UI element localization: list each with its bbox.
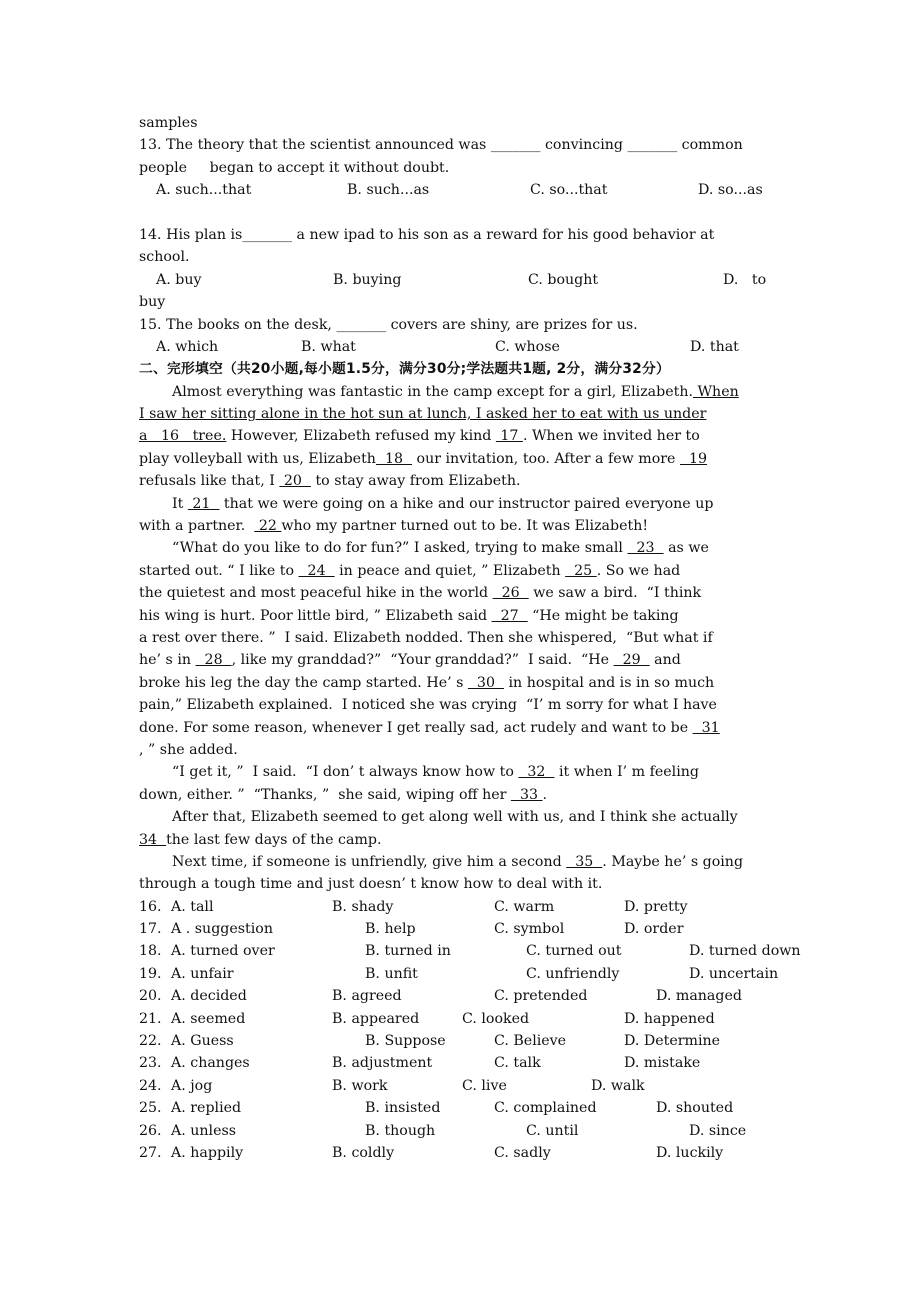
question-number: 16. [139, 898, 162, 915]
option-c: C. so...that [530, 182, 608, 199]
option-b: B. though [365, 1122, 436, 1139]
blank-35: 35 [566, 853, 603, 870]
question-row [139, 985, 784, 1007]
blank-19: 19 [679, 450, 708, 467]
passage-line: pain,” Elizabeth explained. I noticed she was crying “I’ m sorry for what I have [139, 697, 717, 714]
option-d: D. luckily [656, 1144, 724, 1161]
option-c: C. warm [494, 898, 555, 915]
blank-29: 29 [613, 652, 650, 669]
option-b: B. appeared [332, 1010, 420, 1027]
passage-line: refusals like that, I 20 to stay away from Elizabeth. [139, 473, 521, 490]
option-a: A. such...that [156, 182, 252, 199]
question-13-options [139, 179, 784, 201]
passage-line: down, either. ” “Thanks, ” she said, wiping off her 33 . [139, 786, 548, 803]
option-c: C. symbol [494, 921, 565, 938]
question-number: 22. [139, 1033, 162, 1050]
question-14-line2: school. [139, 249, 190, 266]
option-b: B. adjustment [332, 1055, 433, 1072]
option-d: D. happened [624, 1010, 715, 1027]
top-fragment: samples [139, 115, 198, 131]
blank-22: 22 [254, 518, 282, 535]
option-d: D. walk [591, 1077, 645, 1094]
option-b: B. shady [332, 898, 394, 915]
blank-31: 31 [692, 719, 720, 736]
passage-line: a rest over there. ” I said. Elizabeth nodded. Then she whispered, “But what if [139, 629, 713, 646]
question-number: 17. [139, 921, 162, 938]
option-a: A. buy [156, 271, 202, 288]
option-a: A. replied [171, 1100, 242, 1117]
option-b: B. agreed [332, 988, 402, 1005]
passage-line: 34 the last few days of the camp. [139, 831, 382, 848]
option-c: C. until [526, 1122, 579, 1139]
question-number: 20. [139, 988, 162, 1005]
question-row [139, 940, 801, 962]
option-a: A. jog [171, 1077, 213, 1094]
passage-line: , ” she added. [139, 741, 238, 758]
question-number: 21. [139, 1010, 162, 1027]
option-a: A. unfair [171, 965, 234, 982]
option-d: D. to [723, 271, 767, 288]
passage-line: broke his leg the day the camp started. He’ s 30 in hospital and is in so much [139, 674, 715, 691]
blank-21: 21 [187, 495, 220, 512]
question-row [139, 1120, 784, 1142]
question-14-option-tail: buy [139, 294, 166, 311]
question-row [139, 1142, 784, 1164]
option-d: D. turned down [689, 943, 801, 960]
option-d: D. pretty [624, 898, 688, 915]
question-13-line2: people began to accept it without doubt. [139, 159, 450, 176]
question-14-line1: 14. His plan is_______ a new ipad to his son as a reward for his good behavior at [139, 226, 715, 243]
option-a: A. changes [171, 1055, 250, 1072]
question-number: 19. [139, 965, 162, 982]
option-c: C. talk [494, 1055, 541, 1072]
option-a: A. turned over [171, 943, 275, 960]
blank-23: 23 [627, 540, 664, 557]
option-d: D. managed [656, 988, 742, 1005]
option-d: D. shouted [656, 1100, 734, 1117]
question-row [139, 918, 784, 940]
passage-line: with a partner. 22 who my partner turned out to be. It was Elizabeth! [139, 518, 649, 535]
question-row [139, 1052, 784, 1074]
blank-33: 33 [510, 786, 543, 803]
blank-32: 32 [518, 764, 555, 781]
option-c: C. pretended [494, 988, 588, 1005]
blank-34: 34 [139, 831, 167, 848]
passage-line: After that, Elizabeth seemed to get along well with us, and I think she actually [172, 809, 738, 826]
option-a: A. Guess [171, 1033, 234, 1050]
question-14-options [139, 269, 784, 291]
option-c: C. sadly [494, 1144, 551, 1161]
option-d: D. order [624, 921, 684, 938]
question-number: 24. [139, 1077, 162, 1094]
question-number: 18. [139, 943, 162, 960]
passage-line: the quietest and most peaceful hike in the world 26 we saw a bird. “I think [139, 585, 702, 602]
blank-24: 24 [298, 562, 335, 579]
option-a: A. happily [171, 1144, 244, 1161]
question-row [139, 1030, 784, 1052]
option-c: C. complained [494, 1100, 597, 1117]
blank-28: 28 [195, 652, 232, 669]
passage-line: done. For some reason, whenever I get really sad, act rudely and want to be 31 [139, 719, 720, 736]
option-c: C. looked [462, 1010, 530, 1027]
question-list [139, 896, 801, 1165]
option-d: D. Determine [624, 1033, 721, 1050]
question-15-options [139, 336, 784, 358]
passage-line: It 21 that we were going on a hike and our instructor paired everyone up [172, 495, 714, 512]
option-d: D. so...as [698, 182, 763, 199]
option-d: D. mistake [624, 1055, 701, 1072]
option-b: B. coldly [332, 1144, 395, 1161]
option-a: A . suggestion [171, 921, 273, 938]
question-row [139, 1075, 784, 1097]
passage-line: Next time, if someone is unfriendly, give him a second 35 . Maybe he’ s going [172, 853, 744, 870]
option-a: A. decided [171, 988, 247, 1005]
question-number: 27. [139, 1144, 162, 1161]
option-a: A. which [156, 338, 219, 355]
option-b: B. what [301, 338, 356, 355]
option-b: B. work [332, 1077, 388, 1094]
option-c: C. Believe [494, 1033, 567, 1050]
option-d: D. that [690, 338, 739, 355]
option-c: C. unfriendly [526, 965, 620, 982]
passage-line: I saw her sitting alone in the hot sun at lunch, I asked her to eat with us under [139, 406, 707, 423]
passage-line: through a tough time and just doesn’ t know how to deal with it. [139, 876, 603, 893]
option-b: B. such...as [347, 182, 430, 199]
option-b: B. turned in [365, 943, 451, 960]
question-row [139, 896, 784, 918]
question-number: 23. [139, 1055, 162, 1072]
question-row [139, 1097, 784, 1119]
blank-30: 30 [467, 674, 504, 691]
blank-25: 25 [565, 562, 597, 579]
option-a: A. unless [171, 1122, 237, 1139]
blank-18: 18 [375, 450, 413, 467]
question-row [139, 1008, 784, 1030]
option-b: B. buying [333, 271, 402, 288]
blank-26: 26 [492, 585, 529, 602]
option-b: B. Suppose [365, 1033, 446, 1050]
passage-line: his wing is hurt. Poor little bird, ” Elizabeth said 27 “He might be taking [139, 607, 679, 624]
option-d: D. uncertain [689, 965, 779, 982]
option-a: A. seemed [171, 1010, 246, 1027]
spacer [139, 202, 784, 224]
passage-line: “What do you like to do for fun?” I asked, trying to make small 23 as we [172, 540, 709, 557]
question-row [139, 963, 784, 985]
passage-line: “I get it, ” I said. “I don’ t always know how to 32 it when I’ m feeling [172, 764, 699, 781]
question-number: 26. [139, 1122, 162, 1139]
option-c: C. turned out [526, 943, 622, 960]
passage-line: Almost everything was fantastic in the camp except for a girl, Elizabeth. When [172, 383, 739, 400]
passage-line: started out. “ I like to 24 in peace and quiet, ” Elizabeth 25 . So we had [139, 562, 681, 579]
blank-20: 20 [279, 473, 311, 490]
passage-line: a 16 tree. However, Elizabeth refused my kind 17 . When we invited her to [139, 428, 700, 445]
passage-line: play volleyball with us, Elizabeth 18 our invitation, too. After a few more 19 [139, 450, 708, 467]
blank-17: 17 [495, 428, 523, 445]
section-title: 二、完形填空（共20小题,每小题1.5分，满分30分;学法题共1题, 2分，满分32分） [139, 361, 670, 378]
option-a: A. tall [171, 898, 214, 915]
question-15-line1: 15. The books on the desk, _______ covers are shiny, are prizes for us. [139, 316, 638, 333]
option-c: C. whose [495, 338, 560, 355]
option-b: B. insisted [365, 1100, 441, 1117]
blank-27: 27 [491, 607, 528, 624]
option-c: C. live [462, 1077, 507, 1094]
option-c: C. bought [528, 271, 599, 288]
passage-line: he’ s in 28 , like my granddad?” “Your granddad?” I said. “He 29 and [139, 652, 681, 669]
question-number: 25. [139, 1100, 162, 1117]
exam-page [139, 112, 801, 1164]
option-d: D. since [689, 1122, 747, 1139]
option-b: B. help [365, 921, 416, 938]
option-b: B. unfit [365, 965, 418, 982]
question-13-line1: 13. The theory that the scientist announced was _______ convincing _______ common [139, 137, 743, 154]
